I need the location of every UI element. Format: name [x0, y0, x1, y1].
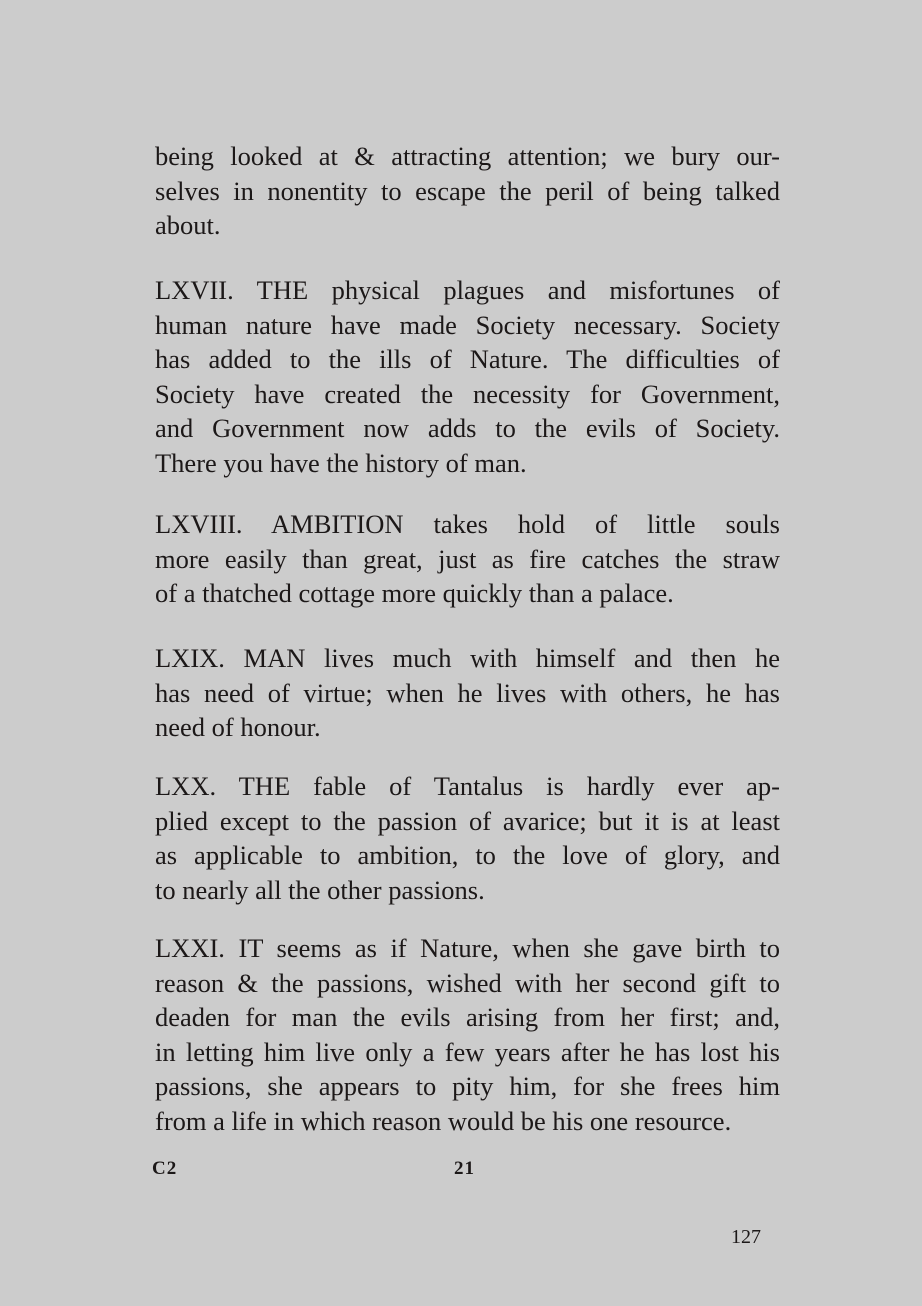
signature-mark: C2 [152, 1158, 178, 1179]
folio-number: 127 [731, 1226, 761, 1248]
text-line: LXX. THE fable of Tantalus is hardly ever ap- [155, 771, 780, 801]
paragraph [155, 769, 780, 907]
paragraph [155, 931, 780, 1139]
text-line: plied except to the passion of avarice; but it is at least [155, 805, 780, 836]
paragraph [155, 641, 780, 745]
page-number: 21 [454, 1158, 475, 1179]
text-line: passions, she appears to pity him, for she frees him [155, 1071, 780, 1102]
text-line: LXIX. MAN lives much with himself and then he [155, 643, 780, 673]
text-line: from a life in which reason would be his one resource. [155, 1105, 732, 1136]
text-line: human nature have made Society necessary. Society [155, 309, 780, 340]
text-line: LXXI. IT seems as if Nature, when she gave birth to [155, 933, 780, 963]
text-line: being looked at & attracting attention; we bury our- [155, 141, 780, 171]
text-line: has added to the ills of Nature. The difficulties of [155, 344, 780, 375]
text-line: of a thatched cottage more quickly than a palace. [155, 578, 674, 609]
paragraph [155, 273, 780, 481]
text-line: in letting him live only a few years after he has lost his [155, 1036, 780, 1067]
text-line: as applicable to ambition, to the love of glory, and [155, 840, 780, 871]
text-line: reason & the passions, wished with her second gift to [155, 967, 780, 998]
text-line: selves in nonentity to escape the peril of being talked [155, 175, 780, 206]
text-line: deaden for man the evils arising from her first; and, [155, 1002, 780, 1033]
paragraph [155, 139, 780, 243]
text-line: There you have the history of man. [155, 447, 527, 478]
paragraph [155, 507, 780, 611]
text-line: more easily than great, just as fire catches the straw [155, 543, 780, 574]
text-line: LXVIII. AMBITION takes hold of little souls [155, 509, 780, 539]
text-line: LXVII. THE physical plagues and misfortunes of [155, 275, 780, 305]
text-line: about. [155, 210, 221, 241]
text-line: need of honour. [155, 712, 321, 743]
text-line: to nearly all the other passions. [155, 874, 485, 905]
text-line: has need of virtue; when he lives with others, he has [155, 677, 780, 708]
text-line: Society have created the necessity for Government, [155, 378, 780, 409]
text-line: and Government now adds to the evils of Society. [155, 413, 780, 444]
